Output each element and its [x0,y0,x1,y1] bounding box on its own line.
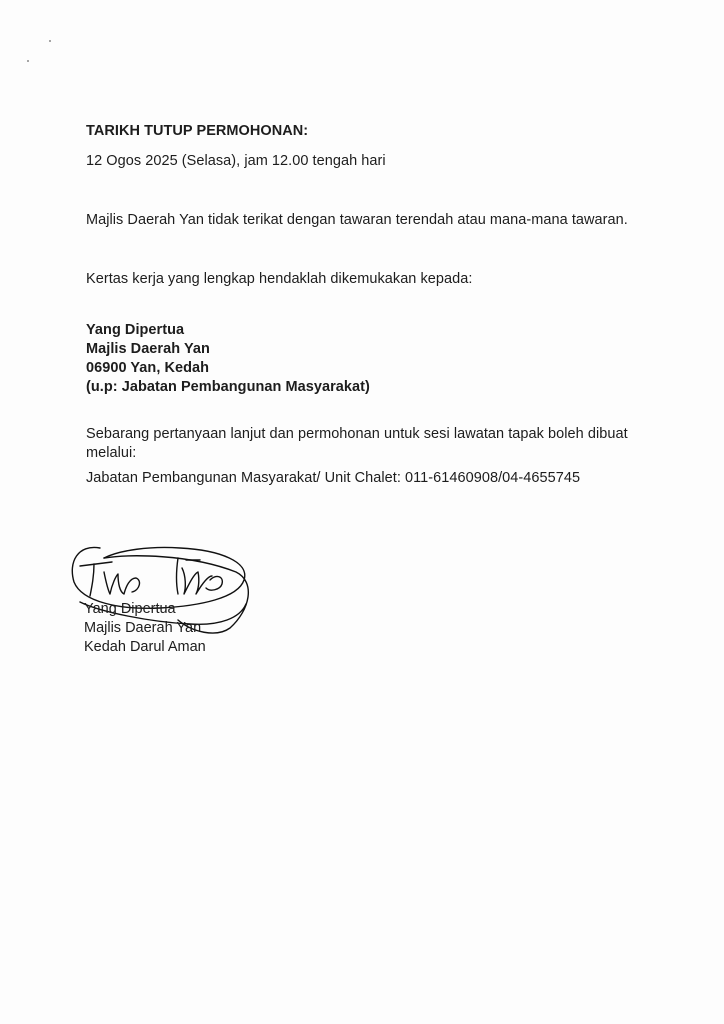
closing-heading: TARIKH TUTUP PERMOHONAN: [86,123,309,139]
signatory-state: Kedah Darul Aman [84,639,206,655]
disclaimer-text: Majlis Daerah Yan tidak terikat dengan tawaran terendah atau mana-mana tawaran. [86,212,628,228]
enquiry-text: Sebarang pertanyaan lanjut dan permohonan untuk sesi lawatan tapak boleh dibuat [86,426,628,442]
address-line: Majlis Daerah Yan [86,341,210,357]
address-line: Yang Dipertua [86,322,185,338]
scan-speck [27,60,29,62]
signatory-title: Yang Dipertua [84,601,176,617]
signatory-organisation: Majlis Daerah Yan [84,620,202,636]
signatory-block [84,600,206,657]
address-line: (u.p: Jabatan Pembangunan Masyarakat) [86,379,370,395]
enquiry-contact: Jabatan Pembangunan Masyarakat/ Unit Chalet: 011-61460908/04-4655745 [86,470,581,486]
address-line: 06900 Yan, Kedah [86,360,210,376]
submission-intro: Kertas kerja yang lengkap hendaklah dikemukakan kepada: [86,271,473,287]
scan-speck [49,40,51,42]
closing-date: 12 Ogos 2025 (Selasa), jam 12.00 tengah hari [86,153,386,169]
enquiry-text: melalui: [86,445,137,461]
